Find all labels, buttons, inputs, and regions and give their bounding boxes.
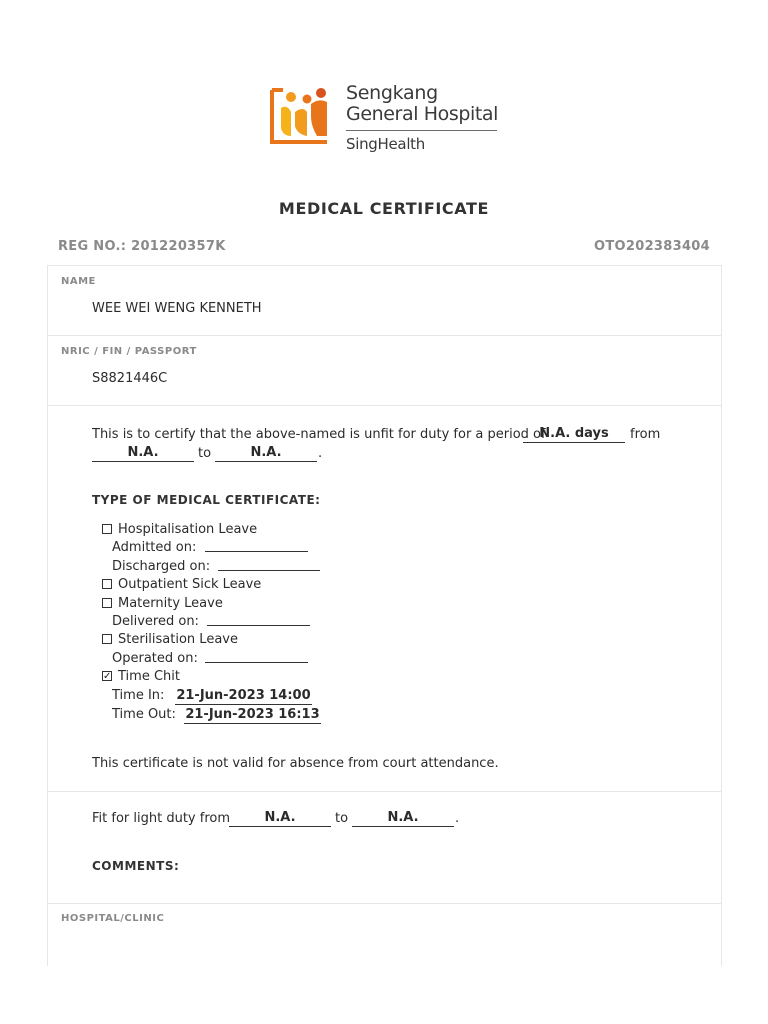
outpatient-label: Outpatient Sick Leave: [118, 577, 262, 592]
discharged-blank: [218, 570, 320, 571]
unfit-days: N.A. days: [523, 425, 625, 443]
patient-id: S8821446C: [92, 371, 168, 386]
reference-number: OTO202383404: [594, 239, 710, 254]
operated-blank: [205, 662, 308, 663]
time-chit-checkbox: ✓: [103, 671, 112, 682]
admitted-blank: [205, 551, 308, 552]
delivered-label: Delivered on:: [112, 614, 199, 629]
logo-name-line1: Sengkang: [346, 82, 438, 104]
sterilisation-checkbox: [102, 634, 112, 644]
light-duty-from: N.A.: [229, 809, 331, 827]
name-label: NAME: [61, 276, 96, 287]
divider: [47, 903, 722, 904]
divider: [47, 791, 722, 792]
outpatient-checkbox: [102, 579, 112, 589]
time-out-value: 21-Jun-2023 16:13: [185, 707, 320, 722]
hospitalisation-checkbox: [102, 524, 112, 534]
sterilisation-label: Sterilisation Leave: [118, 632, 238, 647]
light-duty-to: N.A.: [352, 809, 454, 827]
hospital-label: HOSPITAL/CLINIC: [61, 913, 165, 924]
logo-subtitle: SingHealth: [346, 135, 425, 153]
light-duty-to-word: to: [335, 811, 349, 826]
patient-name: WEE WEI WENG KENNETH: [92, 301, 262, 316]
certificate-type-heading: TYPE OF MEDICAL CERTIFICATE:: [92, 493, 321, 507]
comments-heading: COMMENTS:: [92, 859, 180, 873]
unfit-to-date: N.A.: [215, 444, 317, 462]
light-duty-text: Fit for light duty from: [92, 811, 230, 826]
id-label: NRIC / FIN / PASSPORT: [61, 346, 197, 357]
period: .: [318, 446, 323, 461]
time-out-label: Time Out:: [112, 707, 176, 722]
divider: [47, 335, 722, 336]
court-note: This certificate is not valid for absence from court attendance.: [92, 756, 499, 771]
logo-divider: [346, 130, 497, 131]
operated-label: Operated on:: [112, 651, 198, 666]
divider: [47, 405, 722, 406]
maternity-label: Maternity Leave: [118, 596, 223, 611]
admitted-label: Admitted on:: [112, 540, 197, 555]
discharged-label: Discharged on:: [112, 559, 211, 574]
time-in-label: Time In:: [112, 688, 165, 703]
hospital-logo-icon: [269, 82, 337, 146]
hospitalisation-label: Hospitalisation Leave: [118, 522, 258, 537]
logo-name-line2: General Hospital: [346, 103, 499, 125]
unfit-from-date: N.A.: [92, 444, 194, 462]
certify-text: This is to certify that the above-named is unfit for duty for a period of: [92, 427, 546, 442]
to-word: to: [198, 446, 212, 461]
page-title: MEDICAL CERTIFICATE: [278, 199, 490, 218]
hospital-logo: [269, 82, 501, 154]
registration-number: REG NO.: 201220357K: [58, 239, 226, 254]
delivered-blank: [207, 625, 310, 626]
light-duty-period: .: [455, 811, 460, 826]
time-in-value: 21-Jun-2023 14:00: [176, 688, 311, 703]
time-chit-label: Time Chit: [118, 669, 180, 684]
from-word: from: [630, 427, 661, 442]
maternity-checkbox: [102, 598, 112, 608]
